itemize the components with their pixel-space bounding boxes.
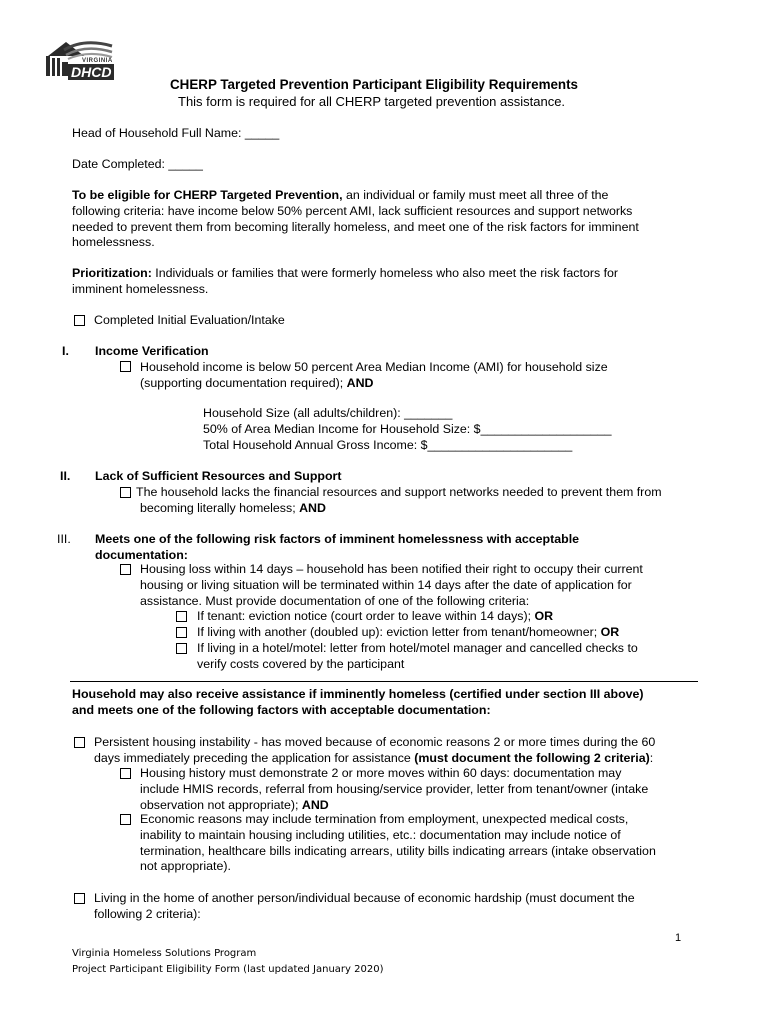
prioritization-line: imminent homelessness. (72, 281, 209, 296)
hotel-checkbox[interactable] (176, 643, 187, 654)
persistent-instability-text (94, 735, 655, 767)
eligibility-lead: To be eligible for CHERP Targeted Prevention, (72, 188, 343, 202)
section-divider (70, 681, 698, 682)
total-income-field[interactable]: Total Household Annual Gross Income: $_____________________ (203, 437, 573, 452)
logo-state: VIRGINIA (82, 58, 113, 64)
hotel-line: verify costs covered by the participant (197, 656, 405, 671)
section-1-numeral: I. (62, 344, 69, 358)
eligibility-line: an individual or family must meet all three of the (342, 188, 609, 202)
housing-loss-line: Housing loss within 14 days – household has been notified their right to occupy their current (140, 562, 643, 576)
resources-text (136, 485, 662, 517)
dhcd-logo (44, 38, 116, 82)
eligibility-line: needed to prevent them from becoming literally homeless, and meet one of the risk factors for imminent (72, 219, 639, 234)
section-3-heading-line: documentation: (95, 547, 188, 562)
economic-line: Economic reasons may include termination from employment, unexpected medical costs, (140, 812, 629, 826)
persistent-instability-checkbox[interactable] (74, 737, 85, 748)
or-label: OR (534, 609, 554, 623)
housing-loss-line: assistance. Must provide documentation of one of the following criteria: (140, 593, 530, 608)
logo-org: DHCD (68, 64, 114, 80)
and-label: AND (301, 797, 329, 812)
household-size-field[interactable]: Household Size (all adults/children): _______ (203, 406, 453, 420)
tenant-text (197, 609, 553, 625)
prioritization-lead: Prioritization: (72, 266, 152, 280)
income-line: (supporting documentation required); (140, 375, 347, 390)
section-3-heading-line: Meets one of the following risk factors of imminent homelessness with acceptable (95, 532, 580, 546)
economic-line: termination, healthcare bills indicating arrears, utility bills indicating arrears (intake observation (140, 843, 656, 858)
housing-loss-checkbox[interactable] (120, 564, 131, 575)
housing-loss-text (140, 562, 643, 609)
living-line: following 2 criteria): (94, 906, 201, 921)
economic-reasons-text (140, 812, 656, 875)
date-completed-field[interactable]: Date Completed: _____ (72, 157, 203, 171)
initial-evaluation-label: Completed Initial Evaluation/Intake (94, 313, 285, 327)
resources-line: becoming literally homeless; (140, 500, 300, 515)
section-1-heading: Income Verification (95, 344, 209, 358)
page-title: CHERP Targeted Prevention Participant Eligibility Requirements (170, 77, 579, 92)
doubled-up-label: If living with another (doubled up): eviction letter from tenant/homeowner; (197, 625, 601, 639)
prioritization-line: Individuals or families that were formerly homeless who also meet the risk factors for (151, 266, 619, 280)
persistent-line: Persistent housing instability - has moved because of economic reasons 2 or more times during the 60 (94, 735, 656, 749)
footer-form-info: Project Participant Eligibility Form (last updated January 2020) (72, 964, 384, 975)
additional-heading-line: Household may also receive assistance if imminently homeless (certified under section III above) (72, 687, 644, 701)
doubled-up-checkbox[interactable] (176, 627, 187, 638)
page-number: 1 (675, 932, 682, 944)
or-label: OR (600, 625, 620, 639)
persistent-colon: : (649, 750, 654, 765)
living-line: Living in the home of another person/individual because of economic hardship (must document the (94, 891, 635, 905)
initial-evaluation-checkbox[interactable] (74, 315, 85, 326)
income-checkbox[interactable] (120, 361, 131, 372)
prioritization-paragraph (72, 266, 618, 298)
and-label: AND (346, 375, 374, 390)
income-line: Household income is below 50 percent Area Median Income (AMI) for household size (140, 360, 608, 374)
section-2-numeral: II. (60, 469, 71, 483)
history-line: observation not appropriate); (140, 797, 302, 812)
resources-line: The household lacks the financial resources and support networks needed to prevent them from (136, 485, 662, 499)
additional-heading-line: and meets one of the following factors with acceptable documentation: (72, 702, 491, 717)
page-subtitle: This form is required for all CHERP targeted prevention assistance. (178, 94, 566, 109)
income-text (140, 360, 608, 392)
living-with-another-checkbox[interactable] (74, 893, 85, 904)
eligibility-line: homelessness. (72, 235, 155, 250)
hotel-line: If living in a hotel/motel: letter from hotel/motel manager and cancelled checks to (197, 641, 638, 655)
footer-program: Virginia Homeless Solutions Program (72, 948, 257, 959)
persistent-bold: (must document the following 2 criteria) (414, 750, 650, 765)
section-3-numeral: III. (57, 532, 71, 546)
section-3-heading (95, 532, 579, 564)
eligibility-paragraph (72, 188, 639, 251)
and-label: AND (299, 500, 326, 515)
tenant-label: If tenant: eviction notice (court order to leave within 14 days); (197, 609, 535, 623)
tenant-checkbox[interactable] (176, 611, 187, 622)
housing-history-checkbox[interactable] (120, 768, 131, 779)
history-line: include HMIS records, referral from housing/service provider, letter from tenant/owner (intake (140, 781, 649, 796)
history-line: Housing history must demonstrate 2 or more moves within 60 days: documentation may (140, 766, 622, 780)
income-fields (203, 406, 612, 453)
resources-checkbox[interactable] (120, 487, 131, 498)
persistent-line: days immediately preceding the application for assistance (94, 750, 415, 765)
housing-loss-line: housing or living situation will be terminated within 14 days after the date of application for (140, 577, 632, 592)
additional-heading (72, 687, 644, 719)
housing-history-text (140, 766, 648, 813)
economic-line: inability to maintain housing including utilities, etc.: documentation may include notice of (140, 827, 621, 842)
ami-field[interactable]: 50% of Area Median Income for Household Size: $___________________ (203, 421, 612, 436)
economic-line: not appropriate). (140, 859, 231, 874)
doubled-up-text (197, 625, 619, 641)
economic-reasons-checkbox[interactable] (120, 814, 131, 825)
hotel-text (197, 641, 638, 673)
living-with-another-text (94, 891, 635, 923)
eligibility-line: following criteria: have income below 50% percent AMI, lack sufficient resources and support networks (72, 203, 633, 218)
section-2-heading: Lack of Sufficient Resources and Support (95, 469, 342, 483)
head-of-household-field[interactable]: Head of Household Full Name: _____ (72, 126, 280, 140)
